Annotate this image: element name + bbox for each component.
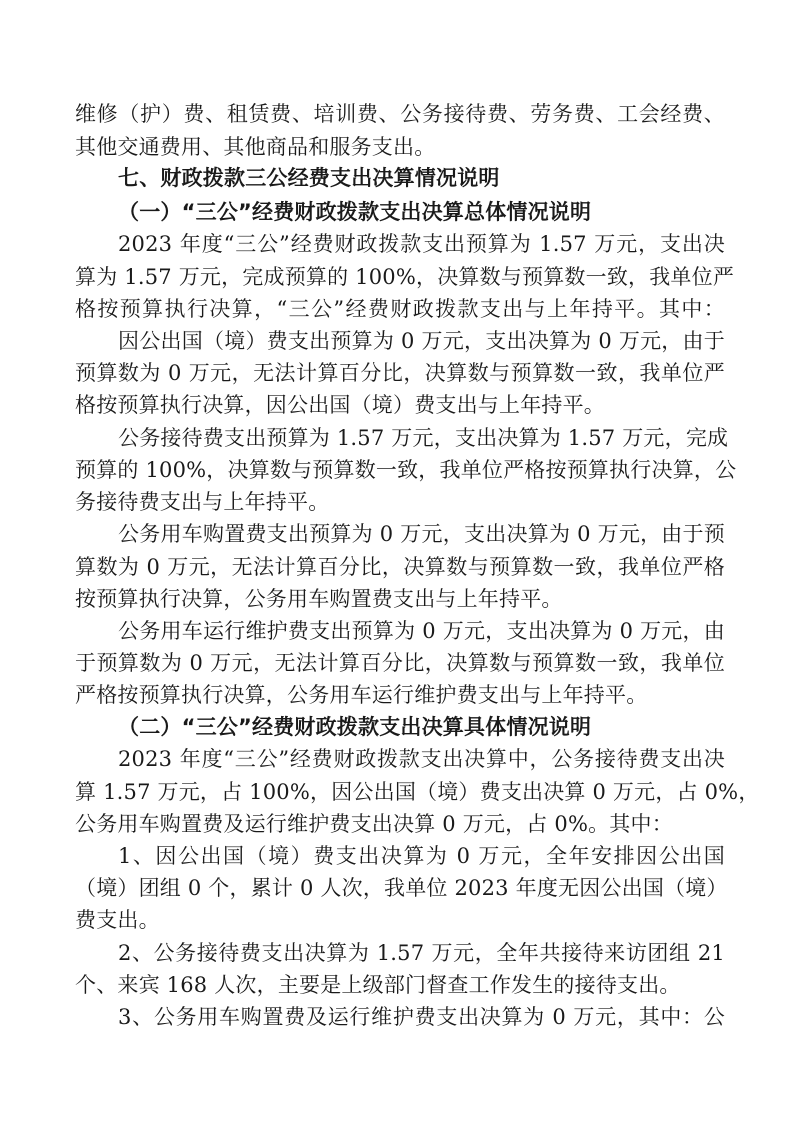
subsection-heading-2: （二）“三公”经费财政拨款支出决算具体情况说明 (118, 715, 592, 739)
paragraph-line: 公务用车购置费支出预算为 0 万元，支出决算为 0 万元，由于预 (118, 522, 725, 546)
paragraph-line: 1、因公出国（境）费支出决算为 0 万元，全年安排因公出国 (118, 844, 725, 868)
subsection-heading-1: （一）“三公”经费财政拨款支出决算总体情况说明 (118, 200, 592, 224)
paragraph-line: 算数为 0 万元，无法计算百分比，决算数与预算数一致，我单位严格 (75, 555, 725, 579)
paragraph-line: 务接待费支出与上年持平。 (75, 490, 330, 514)
paragraph-line: 算为 1.57 万元，完成预算的 100%，决算数与预算数一致，我单位严 (75, 265, 735, 289)
paragraph-line: 2023 年度“三公”经费财政拨款支出决算中，公务接待费支出决 (118, 747, 725, 771)
paragraph-line: 格按预算执行决算，“三公”经费财政拨款支出与上年持平。其中： (75, 297, 725, 321)
text-line-2: 其他交通费用、其他商品和服务支出。 (75, 135, 436, 159)
paragraph-line: 3、公务用车购置费及运行维护费支出决算为 0 万元，其中：公 (118, 1005, 725, 1029)
paragraph-line: 严格按预算执行决算，公务用车运行维护费支出与上年持平。 (75, 683, 648, 707)
paragraph-line: 2、公务接待费支出决算为 1.57 万元，全年共接待来访团组 21 (118, 941, 725, 965)
paragraph-line: 预算的 100%，决算数与预算数一致，我单位严格按预算执行决算，公 (75, 458, 737, 482)
section-heading-7: 七、财政拨款三公经费支出决算情况说明 (118, 166, 500, 190)
paragraph-line: 按预算执行决算，公务用车购置费支出与上年持平。 (75, 587, 563, 611)
paragraph-line: （境）团组 0 个，累计 0 人次，我单位 2023 年度无因公出国（境） (75, 876, 728, 900)
paragraph-line: 费支出。 (75, 908, 160, 932)
paragraph-line: 格按预算执行决算，因公出国（境）费支出与上年持平。 (75, 393, 605, 417)
paragraph-line: 公务接待费支出预算为 1.57 万元，支出决算为 1.57 万元，完成 (118, 426, 729, 450)
paragraph-line: 因公出国（境）费支出预算为 0 万元，支出决算为 0 万元，由于 (118, 329, 725, 353)
paragraph-line: 2023 年度“三公”经费财政拨款支出预算为 1.57 万元，支出决 (118, 232, 725, 256)
paragraph-line: 于预算数为 0 万元，无法计算百分比，决算数与预算数一致，我单位 (75, 651, 725, 675)
paragraph-line: 公务用车购置费及运行维护费支出决算 0 万元，占 0%。其中： (75, 812, 673, 836)
paragraph-line: 算 1.57 万元，占 100%，因公出国（境）费支出决算 0 万元，占 0%， (75, 780, 760, 804)
text-line-1: 维修（护）费、租赁费、培训费、公务接待费、劳务费、工会经费、 (75, 102, 725, 126)
paragraph-line: 公务用车运行维护费支出预算为 0 万元，支出决算为 0 万元，由 (118, 619, 725, 643)
paragraph-line: 预算数为 0 万元，无法计算百分比，决算数与预算数一致，我单位严 (75, 361, 725, 385)
paragraph-line: 个、来宾 168 人次，主要是上级部门督查工作发生的接待支出。 (75, 973, 681, 997)
